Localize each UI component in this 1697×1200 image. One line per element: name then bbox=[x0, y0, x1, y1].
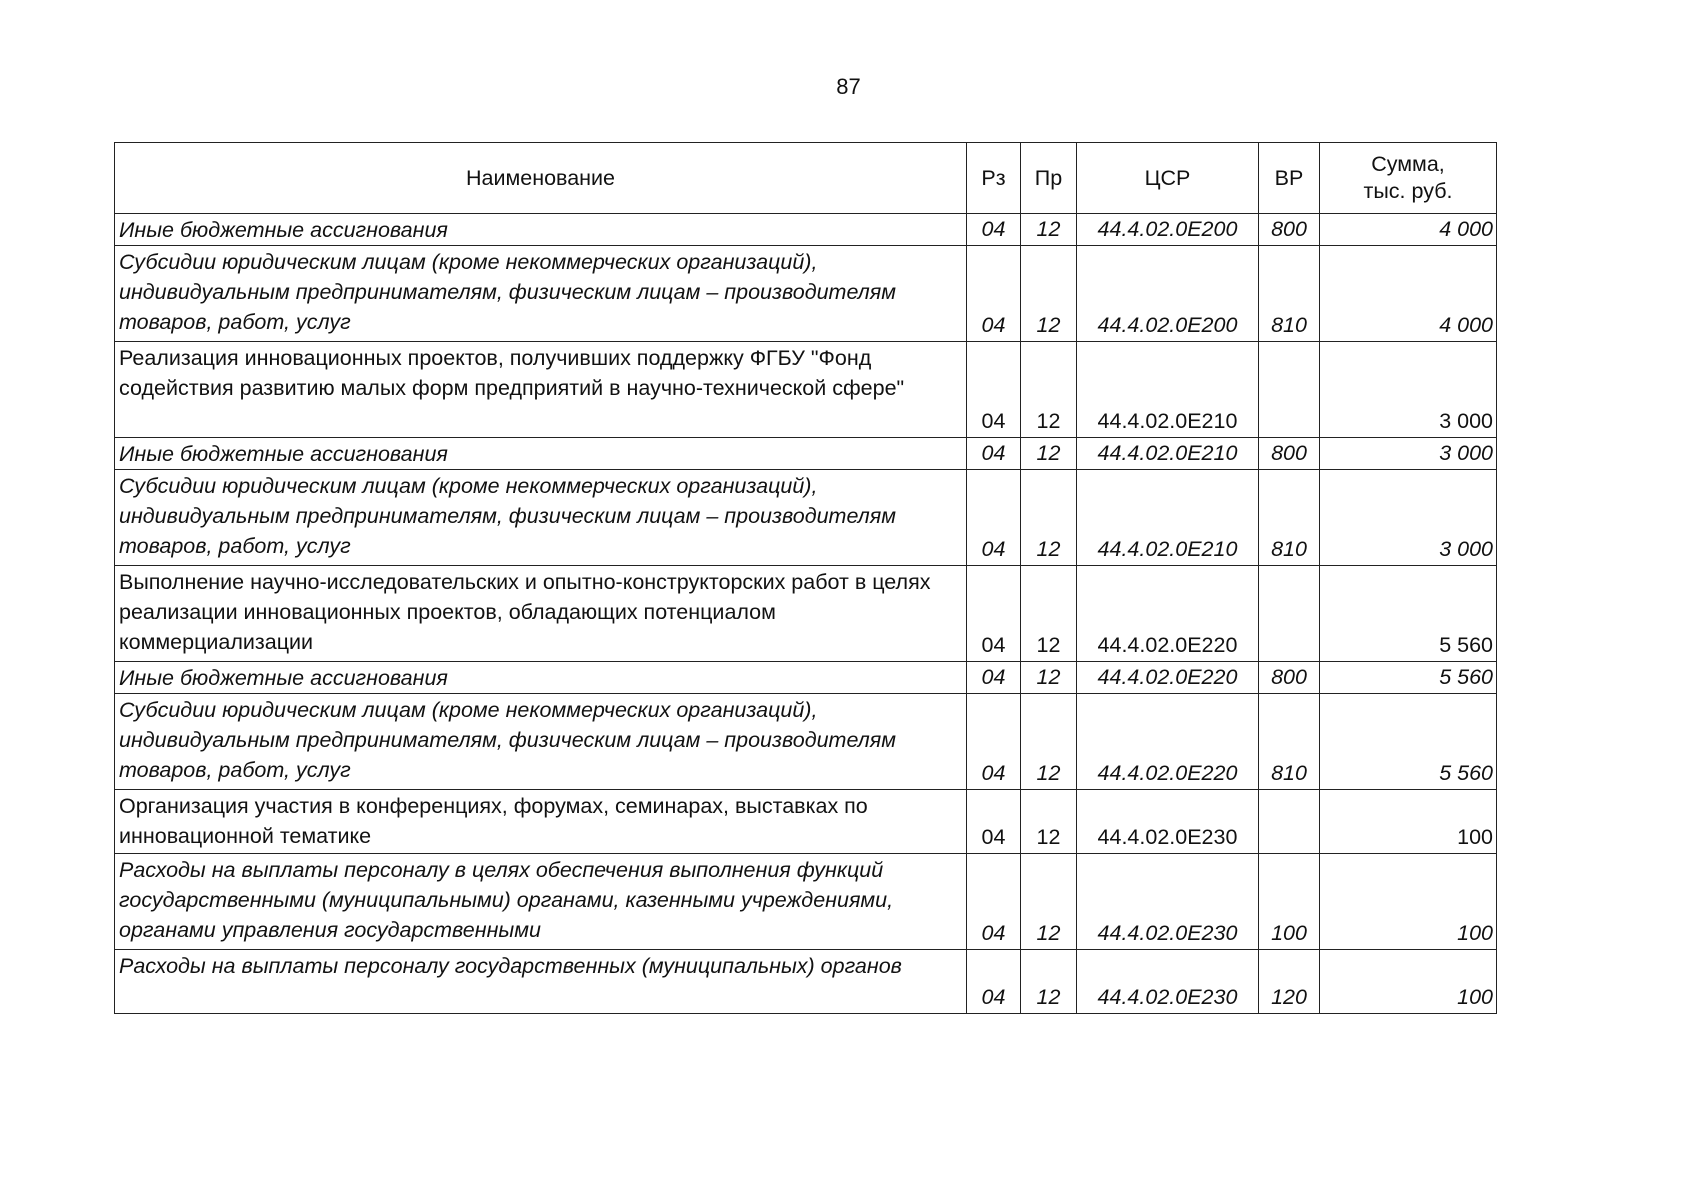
cell-pr: 12 bbox=[1021, 854, 1077, 950]
cell-csr: 44.4.02.0Е220 bbox=[1077, 566, 1259, 662]
cell-vr: 800 bbox=[1259, 438, 1320, 470]
table-header-row bbox=[115, 143, 1497, 214]
header-sum bbox=[1320, 143, 1497, 214]
budget-table bbox=[114, 142, 1497, 1014]
cell-vr bbox=[1259, 790, 1320, 854]
cell-sum: 3 000 bbox=[1320, 470, 1497, 566]
cell-name: Субсидии юридическим лицам (кроме некоммерческих организаций), индивидуальным предпринимателям, физическим лицам – производителям товаров, работ, услуг bbox=[115, 246, 967, 342]
cell-csr: 44.4.02.0Е220 bbox=[1077, 662, 1259, 694]
cell-name: Организация участия в конференциях, форумах, семинарах, выставках по инновационной тематике bbox=[115, 790, 967, 854]
table-row bbox=[115, 566, 1497, 662]
table-row bbox=[115, 342, 1497, 438]
cell-vr: 810 bbox=[1259, 694, 1320, 790]
header-vr: ВР bbox=[1259, 143, 1320, 214]
header-sum-line2: тыс. руб. bbox=[1363, 179, 1453, 203]
cell-name: Иные бюджетные ассигнования bbox=[115, 662, 967, 694]
cell-vr: 810 bbox=[1259, 246, 1320, 342]
cell-sum: 3 000 bbox=[1320, 438, 1497, 470]
cell-name: Субсидии юридическим лицам (кроме некоммерческих организаций), индивидуальным предпринимателям, физическим лицам – производителям товаров, работ, услуг bbox=[115, 694, 967, 790]
cell-rz: 04 bbox=[967, 950, 1021, 1014]
cell-sum: 100 bbox=[1320, 950, 1497, 1014]
cell-vr: 810 bbox=[1259, 470, 1320, 566]
cell-rz: 04 bbox=[967, 470, 1021, 566]
table-row bbox=[115, 470, 1497, 566]
cell-vr bbox=[1259, 566, 1320, 662]
cell-name: Иные бюджетные ассигнования bbox=[115, 214, 967, 246]
cell-pr: 12 bbox=[1021, 662, 1077, 694]
cell-csr: 44.4.02.0Е200 bbox=[1077, 214, 1259, 246]
cell-pr: 12 bbox=[1021, 214, 1077, 246]
cell-name: Субсидии юридическим лицам (кроме некоммерческих организаций), индивидуальным предпринимателям, физическим лицам – производителям товаров, работ, услуг bbox=[115, 470, 967, 566]
cell-sum: 5 560 bbox=[1320, 694, 1497, 790]
cell-rz: 04 bbox=[967, 342, 1021, 438]
cell-name: Выполнение научно-исследовательских и опытно-конструкторских работ в целях реализации инновационных проектов, обладающих потенциалом коммерциализации bbox=[115, 566, 967, 662]
cell-pr: 12 bbox=[1021, 246, 1077, 342]
cell-pr: 12 bbox=[1021, 470, 1077, 566]
cell-pr: 12 bbox=[1021, 342, 1077, 438]
cell-name: Иные бюджетные ассигнования bbox=[115, 438, 967, 470]
cell-pr: 12 bbox=[1021, 438, 1077, 470]
cell-sum: 4 000 bbox=[1320, 246, 1497, 342]
cell-name: Расходы на выплаты персоналу в целях обеспечения выполнения функций государственными (муниципальными) органами, казенными учреждениями, органами управления государственными bbox=[115, 854, 967, 950]
header-rz: Рз bbox=[967, 143, 1021, 214]
cell-csr: 44.4.02.0Е200 bbox=[1077, 246, 1259, 342]
cell-csr: 44.4.02.0Е230 bbox=[1077, 950, 1259, 1014]
table-row bbox=[115, 790, 1497, 854]
cell-rz: 04 bbox=[967, 566, 1021, 662]
cell-vr bbox=[1259, 342, 1320, 438]
cell-rz: 04 bbox=[967, 790, 1021, 854]
cell-name: Расходы на выплаты персоналу государственных (муниципальных) органов bbox=[115, 950, 967, 1014]
cell-sum: 5 560 bbox=[1320, 566, 1497, 662]
cell-csr: 44.4.02.0Е230 bbox=[1077, 790, 1259, 854]
cell-sum: 100 bbox=[1320, 854, 1497, 950]
cell-csr: 44.4.02.0Е210 bbox=[1077, 342, 1259, 438]
table-row bbox=[115, 662, 1497, 694]
cell-vr: 800 bbox=[1259, 662, 1320, 694]
header-sum-line1: Сумма, bbox=[1371, 152, 1445, 176]
table-row bbox=[115, 246, 1497, 342]
cell-vr: 800 bbox=[1259, 214, 1320, 246]
cell-pr: 12 bbox=[1021, 566, 1077, 662]
cell-pr: 12 bbox=[1021, 694, 1077, 790]
cell-csr: 44.4.02.0Е210 bbox=[1077, 438, 1259, 470]
cell-csr: 44.4.02.0Е230 bbox=[1077, 854, 1259, 950]
table-row bbox=[115, 854, 1497, 950]
cell-rz: 04 bbox=[967, 662, 1021, 694]
cell-sum: 4 000 bbox=[1320, 214, 1497, 246]
cell-rz: 04 bbox=[967, 694, 1021, 790]
cell-rz: 04 bbox=[967, 438, 1021, 470]
cell-rz: 04 bbox=[967, 246, 1021, 342]
header-csr: ЦСР bbox=[1077, 143, 1259, 214]
header-pr: Пр bbox=[1021, 143, 1077, 214]
header-name: Наименование bbox=[115, 143, 967, 214]
cell-pr: 12 bbox=[1021, 950, 1077, 1014]
cell-name: Реализация инновационных проектов, получивших поддержку ФГБУ "Фонд содействия развитию малых форм предприятий в научно-технической сфере" bbox=[115, 342, 967, 438]
cell-sum: 100 bbox=[1320, 790, 1497, 854]
table-row bbox=[115, 214, 1497, 246]
cell-sum: 5 560 bbox=[1320, 662, 1497, 694]
cell-sum: 3 000 bbox=[1320, 342, 1497, 438]
cell-csr: 44.4.02.0Е210 bbox=[1077, 470, 1259, 566]
cell-vr: 120 bbox=[1259, 950, 1320, 1014]
table-row bbox=[115, 950, 1497, 1014]
cell-vr: 100 bbox=[1259, 854, 1320, 950]
cell-rz: 04 bbox=[967, 214, 1021, 246]
cell-rz: 04 bbox=[967, 854, 1021, 950]
table-row bbox=[115, 438, 1497, 470]
cell-csr: 44.4.02.0Е220 bbox=[1077, 694, 1259, 790]
cell-pr: 12 bbox=[1021, 790, 1077, 854]
table-row bbox=[115, 694, 1497, 790]
page-number: 87 bbox=[836, 74, 861, 99]
